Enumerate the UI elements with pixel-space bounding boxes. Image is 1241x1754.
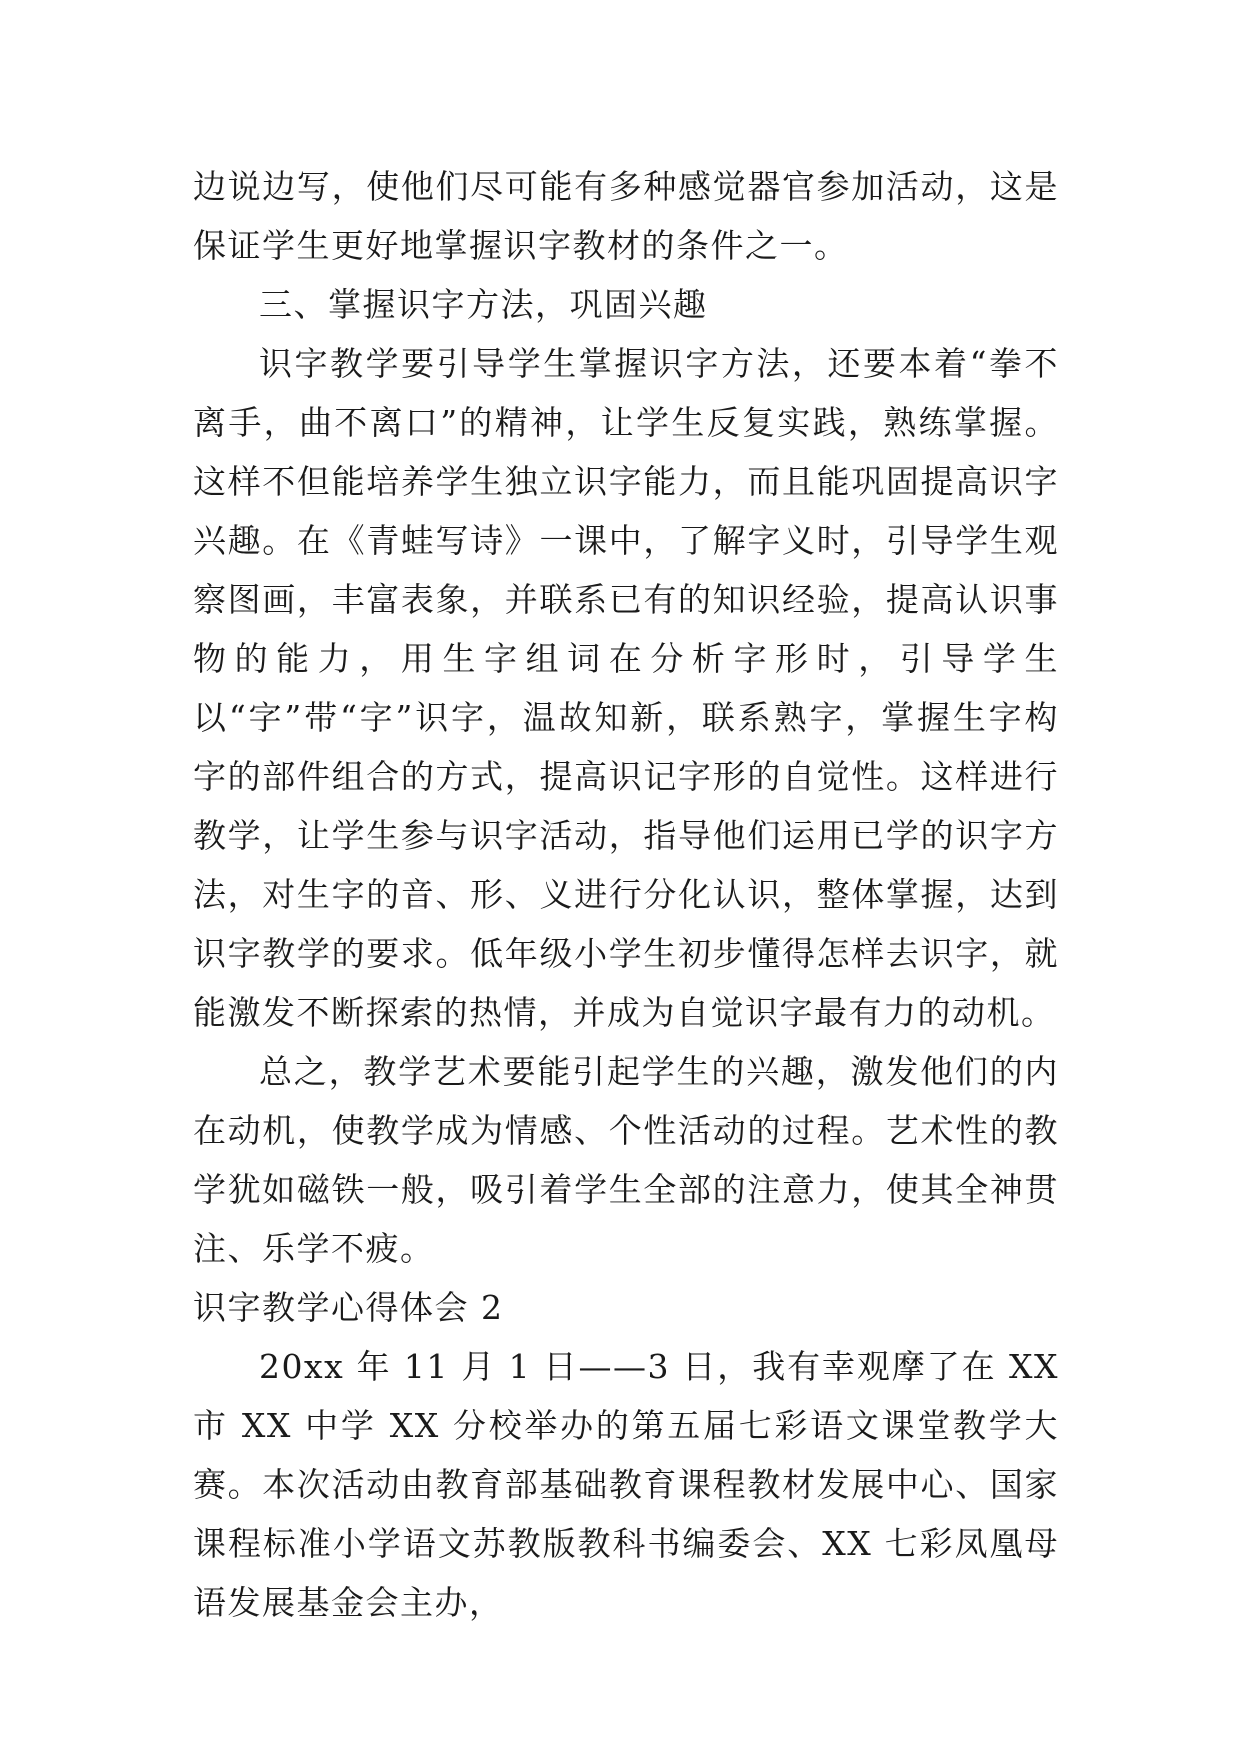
paragraph-event: 20xx 年 11 月 1 日——3 日，我有幸观摩了在 XX 市 XX 中学 XX 分校举办的第五届七彩语文课堂教学大赛。本次活动由教育部基础教育课程教材发展中心、国家课程标准小学语文苏教版教科书编委会、XX 七彩凤凰母语发展基金会主办， bbox=[193, 1347, 1059, 1622]
section-heading: 三、掌握识字方法，巩固兴趣 bbox=[259, 285, 708, 324]
article-title: 识字教学心得体会 2 bbox=[193, 1288, 504, 1327]
paragraph-continuation: 边说边写，使他们尽可能有多种感觉器官参加活动，这是保证学生更好地掌握识字教材的条件之一。 bbox=[193, 167, 1059, 265]
paragraph-summary: 总之，教学艺术要能引起学生的兴趣，激发他们的内在动机，使教学成为情感、个性活动的过程。艺术性的教学犹如磁铁一般，吸引着学生全部的注意力，使其全神贯注、乐学不疲。 bbox=[193, 1052, 1059, 1268]
paragraph-method: 识字教学要引导学生掌握识字方法，还要本着“拳不离手，曲不离口”的精神，让学生反复实践，熟练掌握。这样不但能培养学生独立识字能力，而且能巩固提高识字兴趣。在《青蛙写诗》一课中，了解字义时，引导学生观察图画，丰富表象，并联系已有的知识经验，提高认识事物的能力，用生字组词在分析字形时，引导学生以“字”带“字”识字，温故知新，联系熟字，掌握生字构字的部件组合的方式，提高识记字形的自觉性。这样进行教学，让学生参与识字活动，指导他们运用已学的识字方法，对生字的音、形、义进行分化认识，整体掌握，达到识字教学的要求。低年级小学生初步懂得怎样去识字，就能激发不断探索的热情，并成为自觉识字最有力的动机。 bbox=[193, 344, 1059, 1032]
document-body bbox=[193, 157, 1059, 1632]
